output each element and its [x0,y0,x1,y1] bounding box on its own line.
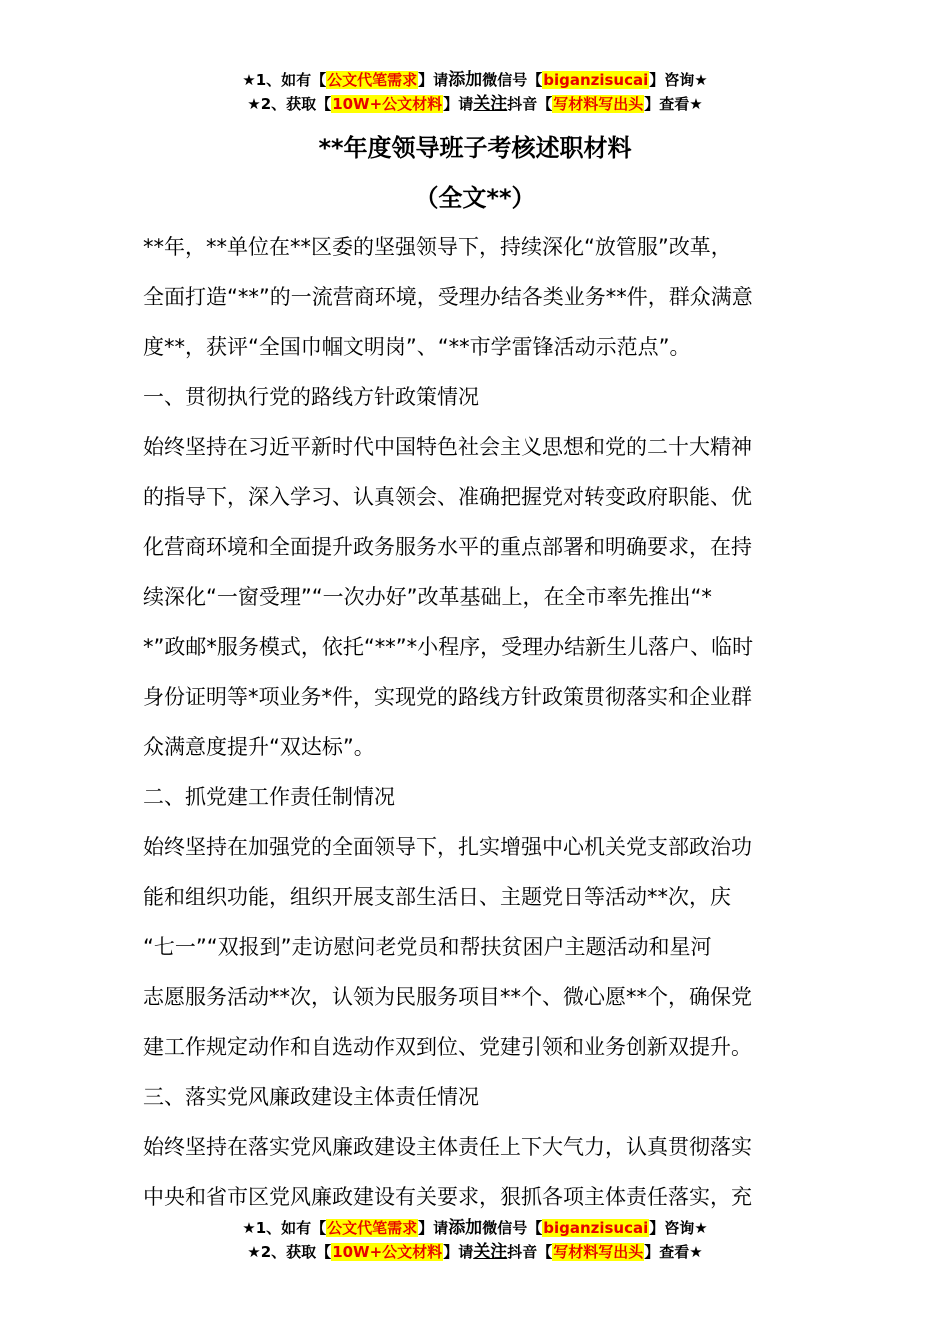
document-body [143,222,813,1222]
promo-emphasis: 关注 [473,94,508,114]
document-subtitle: （全文**） [414,184,536,212]
promo-highlight-douyin: 写材料写出头 [553,1243,644,1261]
promo-line-2 [0,92,950,116]
promo-highlight: 10W+公文材料 [332,95,443,113]
body-line: 全面打造“**”的一流营商环境，受理办结各类业务**件，群众满意 [143,285,753,309]
body-line: 中央和省市区党风廉政建设有关要求，狠抓各项主体责任落实，充 [143,1185,752,1209]
body-line: 始终坚持在加强党的全面领导下，扎实增强中心机关党支部政治功 [143,835,752,859]
promo-banner-bottom [0,1216,950,1264]
promo-line-1 [0,68,950,92]
body-line: 始终坚持在落实党风廉政建设主体责任上下大气力，认真贯彻落实 [143,1135,752,1159]
body-line: 建工作规定动作和自选动作双到位、党建引领和业务创新双提升。 [143,1035,752,1059]
promo-text: 】请 [418,71,449,89]
body-line: 众满意度提升“双达标”。 [143,735,375,759]
promo-text: 抖音【 [507,1243,553,1261]
body-line: “七一”“双报到”走访慰问老党员和帮扶贫困户主题活动和星河 [143,935,712,959]
body-line: 始终坚持在习近平新时代中国特色社会主义思想和党的二十大精神 [143,435,752,459]
promo-emphasis: 添加 [448,70,483,90]
body-line: 身份证明等*项业务*件，实现党的路线方针政策贯彻落实和企业群 [143,685,752,709]
promo-text: 】查看★ [644,95,703,113]
promo-text: 】请 [443,1243,474,1261]
body-line: 志愿服务活动**次，认领为民服务项目**个、微心愿**个，确保党 [143,985,752,1009]
body-line: *”政邮*服务模式，依托“**”*小程序，受理办结新生儿落户、临时 [143,635,754,659]
body-line: 度**，获评“全国巾帼文明岗”、“**市学雷锋活动示范点”。 [143,335,691,359]
promo-line-2 [0,1240,950,1264]
promo-text: 】咨询★ [649,1219,708,1237]
promo-line-1 [0,1216,950,1240]
body-line: 能和组织功能，组织开展支部生活日、主题党日等活动**次，庆 [143,885,731,909]
promo-text: ★2、获取【 [247,1243,332,1261]
section-heading-3: 三、落实党风廉政建设主体责任情况 [143,1085,479,1109]
promo-emphasis: 添加 [448,1218,483,1238]
section-heading-1: 一、贯彻执行党的路线方针政策情况 [143,385,479,409]
body-line: 续深化“一窗受理”“一次办好”改革基础上，在全市率先推出“* [143,585,712,609]
promo-text: ★1、如有【 [242,71,327,89]
document-title: **年度领导班子考核述职材料 [318,134,632,162]
promo-banner-top [0,68,950,116]
promo-text: ★2、获取【 [247,95,332,113]
promo-text: 】请 [443,95,474,113]
body-line: **年，**单位在**区委的坚强领导下，持续深化“放管服”改革， [143,235,732,259]
promo-text: 】请 [418,1219,449,1237]
promo-text: 抖音【 [507,95,553,113]
promo-text: 微信号【 [482,71,543,89]
promo-highlight-wechat: biganzisucai [543,1219,649,1237]
promo-text: 】咨询★ [649,71,708,89]
section-heading-2: 二、抓党建工作责任制情况 [143,785,395,809]
promo-text: 微信号【 [482,1219,543,1237]
promo-text: 】查看★ [644,1243,703,1261]
promo-emphasis: 关注 [473,1242,508,1262]
promo-highlight: 公文代笔需求 [327,71,418,89]
promo-text: ★1、如有【 [242,1219,327,1237]
promo-highlight-douyin: 写材料写出头 [553,95,644,113]
promo-highlight: 10W+公文材料 [332,1243,443,1261]
body-line: 的指导下，深入学习、认真领会、准确把握党对转变政府职能、优 [143,485,752,509]
promo-highlight-wechat: biganzisucai [543,71,649,89]
promo-highlight: 公文代笔需求 [327,1219,418,1237]
body-line: 化营商环境和全面提升政务服务水平的重点部署和明确要求，在持 [143,535,752,559]
